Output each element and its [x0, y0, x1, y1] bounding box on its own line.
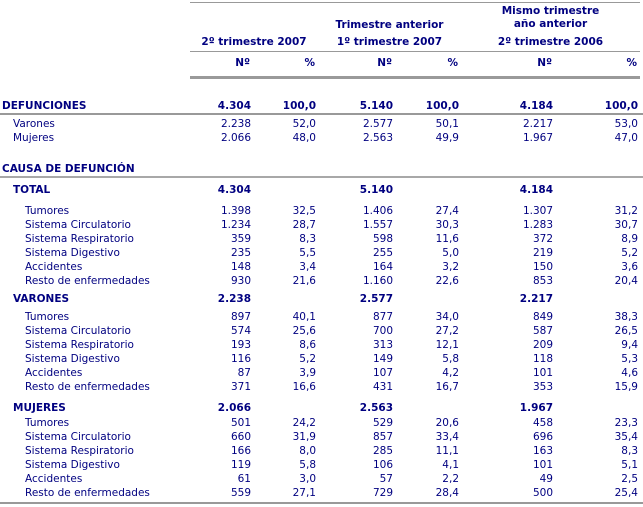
percent-cell: 27,2	[435, 325, 459, 337]
percent-cell: 22,6	[435, 275, 459, 287]
count-cell: 193	[230, 339, 251, 351]
percent-cell: 100,0	[425, 100, 459, 112]
count-cell: 2.217	[522, 118, 553, 130]
count-cell: 1.557	[362, 219, 393, 231]
percent-cell: 100,0	[282, 100, 316, 112]
count-cell: 149	[372, 353, 393, 365]
table-row-detail	[0, 260, 643, 274]
table-row-detail	[0, 352, 643, 366]
count-cell: 458	[532, 417, 553, 429]
count-cell: 359	[230, 233, 251, 245]
percent-cell: 25,6	[292, 325, 316, 337]
percent-cell: 8,6	[299, 339, 316, 351]
period-header-q1-2007: 1º trimestre 2007	[336, 36, 443, 48]
percent-cell: 8,3	[621, 445, 638, 457]
count-cell: 587	[532, 325, 553, 337]
count-cell: 696	[532, 431, 553, 443]
percent-cell: 5,2	[299, 353, 316, 365]
percent-cell	[555, 292, 640, 306]
count-cell: 255	[372, 247, 393, 259]
row-label: Sistema Digestivo	[25, 459, 120, 471]
percent-cell: 5,3	[621, 353, 638, 365]
percent-cell: 20,6	[435, 417, 459, 429]
percent-cell: 3,9	[299, 367, 316, 379]
count-cell: 2.066	[217, 402, 251, 414]
percent-cell: 5,8	[299, 459, 316, 471]
row-label: Resto de enfermedades	[25, 275, 150, 287]
percent-cell: 20,4	[614, 275, 638, 287]
group-label-line2: año anterior	[513, 18, 588, 30]
row-label: VARONES	[13, 293, 70, 305]
count-cell: 2.238	[220, 118, 251, 130]
row-label: Resto de enfermedades	[25, 381, 150, 393]
count-cell: 2.238	[217, 293, 251, 305]
count-cell: 4.184	[519, 100, 553, 112]
count-cell: 101	[532, 367, 553, 379]
table-row-detail	[0, 218, 643, 232]
table-bottom-rule	[0, 502, 643, 504]
period-header-q2-2006: 2º trimestre 2006	[497, 36, 604, 48]
row-label: Accidentes	[25, 473, 83, 485]
count-header: Nº	[235, 57, 250, 69]
header-top-rule	[190, 2, 640, 3]
group-label-line1: Mismo trimestre	[501, 5, 600, 17]
count-cell: 101	[532, 459, 553, 471]
table-row-detail	[0, 246, 643, 260]
percent-cell	[253, 183, 318, 197]
count-cell	[190, 162, 253, 176]
percent-cell: 100,0	[604, 100, 638, 112]
percent-cell: 12,1	[435, 339, 459, 351]
percent-cell	[395, 183, 461, 197]
table-row-detail	[0, 380, 643, 394]
count-cell: 209	[532, 339, 553, 351]
row-label: CAUSA DE DEFUNCIÓN	[2, 163, 135, 175]
percent-cell: 50,1	[435, 118, 459, 130]
count-cell: 877	[372, 311, 393, 323]
percent-cell: 3,4	[299, 261, 316, 273]
percent-cell: 5,2	[621, 247, 638, 259]
table-row-detail	[0, 416, 643, 430]
percent-cell: 11,6	[435, 233, 459, 245]
count-cell: 4.184	[519, 184, 553, 196]
table-row-section	[0, 401, 643, 415]
percent-cell: 16,7	[435, 381, 459, 393]
count-cell: 285	[372, 445, 393, 457]
count-cell: 2.066	[220, 132, 251, 144]
percent-cell: 21,6	[292, 275, 316, 287]
count-cell: 849	[532, 311, 553, 323]
count-cell: 1.234	[220, 219, 251, 231]
percent-cell: 23,3	[614, 417, 638, 429]
count-cell: 529	[372, 417, 393, 429]
count-cell: 2.217	[519, 293, 553, 305]
count-header: Nº	[377, 57, 392, 69]
percent-cell: 28,7	[292, 219, 316, 231]
percent-cell: 38,3	[614, 311, 638, 323]
row-label: Sistema Circulatorio	[25, 325, 131, 337]
percent-cell	[395, 292, 461, 306]
period-header-q2-2007: 2º trimestre 2007	[201, 36, 307, 48]
row-label: Resto de enfermedades	[25, 487, 150, 499]
count-cell: 150	[532, 261, 553, 273]
count-cell: 1.398	[220, 205, 251, 217]
percent-cell: 32,5	[292, 205, 316, 217]
count-cell: 1.307	[522, 205, 553, 217]
table-row-detail	[0, 310, 643, 324]
row-label: Tumores	[25, 205, 70, 217]
percent-cell: 4,6	[621, 367, 638, 379]
count-cell: 57	[379, 473, 393, 485]
count-cell: 853	[532, 275, 553, 287]
count-cell: 2.577	[359, 293, 393, 305]
percent-cell: 11,1	[435, 445, 459, 457]
percent-cell: 25,4	[614, 487, 638, 499]
percent-cell: 9,4	[621, 339, 638, 351]
table-row-detail	[0, 274, 643, 288]
count-header: Nº	[537, 57, 552, 69]
percent-header: %	[447, 57, 458, 69]
count-cell: 219	[532, 247, 553, 259]
table-row-detail	[0, 444, 643, 458]
count-cell: 87	[237, 367, 251, 379]
row-label: Sistema Digestivo	[25, 353, 120, 365]
count-cell: 574	[230, 325, 251, 337]
count-cell: 49	[539, 473, 553, 485]
percent-cell: 47,0	[614, 132, 638, 144]
column-group-label-previous-quarter: Trimestre anterior	[335, 19, 444, 31]
table-header	[0, 0, 643, 79]
count-cell: 5.140	[359, 100, 393, 112]
percent-cell: 27,1	[292, 487, 316, 499]
table-row-detail	[0, 324, 643, 338]
count-cell: 372	[532, 233, 553, 245]
count-cell: 500	[532, 487, 553, 499]
count-cell: 107	[372, 367, 393, 379]
table-row-detail	[0, 366, 643, 380]
row-label: Mujeres	[13, 132, 55, 144]
count-cell: 1.406	[362, 205, 393, 217]
percent-cell: 24,2	[292, 417, 316, 429]
count-cell: 559	[230, 487, 251, 499]
subheader-row	[0, 56, 640, 70]
table-row-detail	[0, 232, 643, 246]
count-cell: 164	[372, 261, 393, 273]
row-label: DEFUNCIONES	[2, 100, 87, 112]
count-cell: 148	[230, 261, 251, 273]
row-label: Sistema Respiratorio	[25, 233, 134, 245]
table-body	[0, 79, 643, 504]
count-cell: 106	[372, 459, 393, 471]
percent-cell: 4,1	[442, 459, 459, 471]
percent-cell: 5,1	[621, 459, 638, 471]
count-cell: 118	[532, 353, 553, 365]
count-cell: 119	[230, 459, 251, 471]
count-cell: 2.563	[362, 132, 393, 144]
count-cell: 501	[230, 417, 251, 429]
percent-cell: 4,2	[442, 367, 459, 379]
percent-cell	[253, 292, 318, 306]
percent-cell: 2,2	[442, 473, 459, 485]
percent-cell: 5,5	[299, 247, 316, 259]
table-row-section	[0, 183, 643, 197]
percent-cell: 8,0	[299, 445, 316, 457]
percent-cell: 3,0	[299, 473, 316, 485]
percent-cell: 31,9	[292, 431, 316, 443]
percent-cell	[555, 162, 640, 176]
count-cell: 1.283	[522, 219, 553, 231]
count-cell: 2.563	[359, 402, 393, 414]
row-label: MUJERES	[13, 402, 66, 414]
percent-cell: 26,5	[614, 325, 638, 337]
row-label: Accidentes	[25, 367, 83, 379]
row-label: Sistema Digestivo	[25, 247, 120, 259]
percent-cell: 48,0	[292, 132, 316, 144]
percent-cell: 33,4	[435, 431, 459, 443]
row-label: TOTAL	[13, 184, 51, 196]
count-cell: 897	[230, 311, 251, 323]
table-row-section	[0, 292, 643, 306]
count-cell	[461, 162, 555, 176]
percent-cell	[395, 162, 461, 176]
row-label: Tumores	[25, 417, 70, 429]
table-row-main	[0, 99, 643, 115]
table-row-sub	[0, 117, 643, 131]
percent-cell	[395, 401, 461, 415]
count-cell: 353	[532, 381, 553, 393]
table-row-detail	[0, 204, 643, 218]
count-cell: 4.304	[217, 100, 251, 112]
subheader-spacer	[0, 56, 190, 70]
table-row-sub	[0, 131, 643, 145]
row-label: Tumores	[25, 311, 70, 323]
percent-cell: 8,9	[621, 233, 638, 245]
percent-cell: 53,0	[614, 118, 638, 130]
row-label: Sistema Respiratorio	[25, 339, 134, 351]
count-cell: 2.577	[362, 118, 393, 130]
count-cell: 1.967	[519, 402, 553, 414]
count-cell: 4.304	[217, 184, 251, 196]
table-row-detail	[0, 458, 643, 472]
percent-header: %	[304, 57, 315, 69]
count-cell: 930	[230, 275, 251, 287]
percent-cell: 16,6	[292, 381, 316, 393]
percent-cell: 40,1	[292, 311, 316, 323]
percent-cell: 5,8	[442, 353, 459, 365]
count-cell	[318, 162, 395, 176]
table-row-title	[0, 162, 643, 178]
percent-cell	[555, 183, 640, 197]
percent-cell	[253, 401, 318, 415]
count-cell: 116	[230, 353, 251, 365]
column-group-label-same-quarter-previous-year	[461, 5, 640, 31]
count-cell: 163	[532, 445, 553, 457]
count-cell: 729	[372, 487, 393, 499]
count-cell: 431	[372, 381, 393, 393]
percent-cell: 15,9	[614, 381, 638, 393]
percent-cell: 49,9	[435, 132, 459, 144]
count-cell: 166	[230, 445, 251, 457]
row-label: Sistema Circulatorio	[25, 431, 131, 443]
percent-cell: 35,4	[614, 431, 638, 443]
table-row-detail	[0, 486, 643, 500]
row-label: Varones	[13, 118, 55, 130]
percent-cell: 3,6	[621, 261, 638, 273]
percent-cell: 28,4	[435, 487, 459, 499]
count-cell: 700	[372, 325, 393, 337]
count-cell: 61	[237, 473, 251, 485]
table-row-detail	[0, 338, 643, 352]
row-label: Accidentes	[25, 261, 83, 273]
percent-cell: 30,3	[435, 219, 459, 231]
count-cell: 313	[372, 339, 393, 351]
percent-cell	[253, 162, 318, 176]
percent-cell: 30,7	[614, 219, 638, 231]
count-cell: 235	[230, 247, 251, 259]
count-cell: 1.160	[362, 275, 393, 287]
percent-cell: 5,0	[442, 247, 459, 259]
percent-cell: 31,2	[614, 205, 638, 217]
percent-cell: 2,5	[621, 473, 638, 485]
table-row-detail	[0, 472, 643, 486]
table-row-detail	[0, 430, 643, 444]
count-cell: 5.140	[359, 184, 393, 196]
count-cell: 857	[372, 431, 393, 443]
row-label: Sistema Circulatorio	[25, 219, 131, 231]
count-cell: 371	[230, 381, 251, 393]
percent-cell: 34,0	[435, 311, 459, 323]
percent-cell: 52,0	[292, 118, 316, 130]
percent-cell: 3,2	[442, 261, 459, 273]
count-cell: 660	[230, 431, 251, 443]
header-mid-rule	[190, 51, 640, 52]
count-cell: 1.967	[522, 132, 553, 144]
count-cell: 598	[372, 233, 393, 245]
percent-cell	[555, 401, 640, 415]
percent-cell: 8,3	[299, 233, 316, 245]
percent-header: %	[626, 57, 637, 69]
percent-cell: 27,4	[435, 205, 459, 217]
row-label: Sistema Respiratorio	[25, 445, 134, 457]
